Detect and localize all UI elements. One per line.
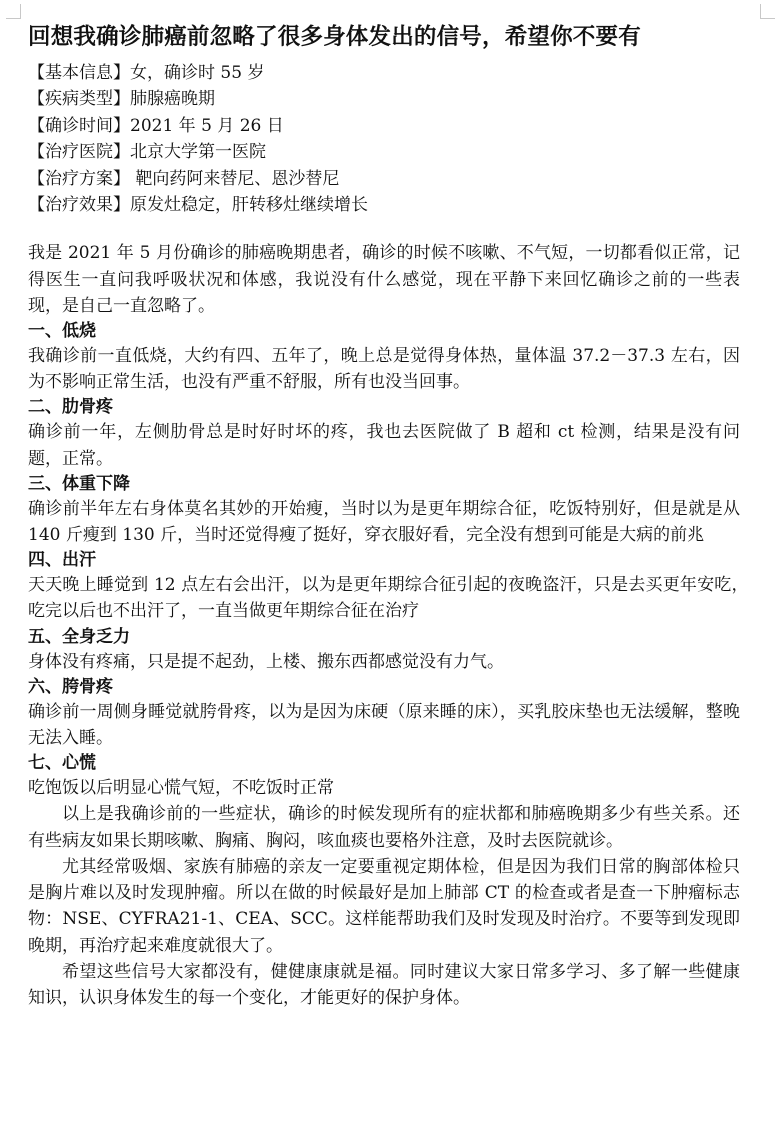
- closing-paragraph-2: 尤其经常吸烟、家族有肺癌的亲友一定要重视定期体检，但是因为我们日常的胸部体检只是胸片难以及时发现肿瘤。所以在做的时候最好是加上肺部 CT 的检查或者是查一下肿瘤标志物：NSE、CYFRA21-1、CEA、SCC。这样能帮助我们及时发现及时治疗。不要等到发现即晚期，再治疗起来难度就很大了。: [28, 856, 740, 956]
- section-heading-palpitation: 七、心慌: [28, 753, 96, 774]
- info-diagnosis-date: 【确诊时间】2021 年 5 月 26 日: [28, 115, 284, 136]
- document-page: [28, 20, 757, 1011]
- section-text-palpitation: 吃饱饭以后明显心慌气短，不吃饭时正常: [28, 778, 334, 799]
- info-treatment-plan: 【治疗方案】 靶向药阿来替尼、恩沙替尼: [28, 168, 340, 189]
- document-title: 回想我确诊肺癌前忽略了很多身体发出的信号，希望你不要有: [28, 24, 641, 50]
- section-text-fatigue: 身体没有疼痛，只是提不起劲，上楼、搬东西都感觉没有力气。: [28, 651, 504, 672]
- page-corner-mark-right: [760, 4, 775, 19]
- info-basic: 【基本信息】女，确诊时 55 岁: [28, 63, 265, 83]
- intro-paragraph: 我是 2021 年 5 月份确诊的肺癌晚期患者，确诊的时候不咳嗽、不气短，一切都看似正常，记得医生一直问我呼吸状况和体感，我说没有什么感觉，现在平静下来回忆确诊之前的一些表现，是自己一直忽略了。: [28, 243, 740, 316]
- closing-paragraph-1: 以上是我确诊前的一些症状，确诊的时候发现所有的症状都和肺癌晚期多少有些关系。还有些病友如果长期咳嗽、胸痛、胸闷，咳血痰也要格外注意，及时去医院就诊。: [28, 804, 740, 851]
- info-disease-type: 【疾病类型】肺腺癌晚期: [28, 89, 215, 110]
- section-heading-sweating: 四、出汗: [28, 550, 96, 571]
- info-hospital: 【治疗医院】北京大学第一医院: [28, 142, 266, 163]
- section-text-weight-loss: 确诊前半年左右身体莫名其妙的开始瘦，当时以为是更年期综合征，吃饭特别好，但是就是从 140 斤瘦到 130 斤，当时还觉得瘦了挺好，穿衣服好看，完全没有想到可能是大病的前兆: [28, 498, 740, 546]
- info-treatment-effect: 【治疗效果】原发灶稳定，肝转移灶继续增长: [28, 195, 368, 216]
- section-heading-hip-pain: 六、胯骨疼: [28, 676, 113, 697]
- closing-paragraph-3: 希望这些信号大家都没有，健健康康就是福。同时建议大家日常多学习、多了解一些健康知识，认识身体发生的每一个变化，才能更好的保护身体。: [28, 961, 740, 1008]
- section-text-rib-pain: 确诊前一年，左侧肋骨总是时好时坏的疼，我也去医院做了 B 超和 ct 检测，结果是没有问题，正常。: [28, 422, 740, 469]
- section-heading-rib-pain: 二、肋骨疼: [28, 397, 113, 418]
- section-heading-fatigue: 五、全身乏力: [28, 626, 130, 647]
- section-text-low-fever: 我确诊前一直低烧，大约有四、五年了，晚上总是觉得身体热，量体温 37.2－37.3 左右，因为不影响正常生活，也没有严重不舒服，所有也没当回事。: [28, 346, 740, 393]
- section-heading-low-fever: 一、低烧: [28, 321, 96, 342]
- section-text-sweating: 天天晚上睡觉到 12 点左右会出汗，以为是更年期综合征引起的夜晚盗汗，只是去买更年安吃， 吃完以后也不出汗了，一直当做更年期综合征在治疗: [28, 575, 757, 622]
- patient-info-block: [28, 60, 740, 218]
- section-text-hip-pain: 确诊前一周侧身睡觉就胯骨疼，以为是因为床硬（原来睡的床），买乳胶床垫也无法缓解，整晚无法入睡。: [28, 701, 740, 749]
- section-heading-weight-loss: 三、体重下降: [28, 473, 130, 494]
- page-corner-mark-left: [6, 4, 21, 19]
